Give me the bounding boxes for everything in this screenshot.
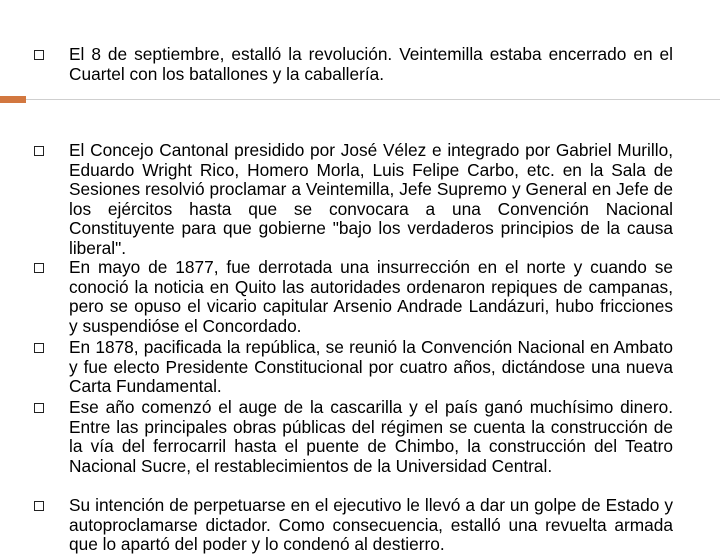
bullet-item: [69, 258, 673, 336]
bullet-text: El Concejo Cantonal presidido por José Vélez e integrado por Gabriel Murillo, Eduardo Wright Rico, Homero Morla, Luis Felipe Carbo, etc. en la Sala de Sesiones resolvió proclamar a Veintemilla, Jefe Supremo y General en Jefe de los ejércitos hasta que se convocara a una Convención Nacional Constituyente para que gobierne "bajo los verdaderos principios de la causa liberal".: [69, 140, 673, 258]
divider-line: [26, 99, 720, 100]
checkbox-icon: [34, 343, 44, 353]
bullet-text: En 1878, pacificada la república, se reunió la Convención Nacional en Ambato y fue electo Presidente Constitucional por cuatro años, dictándose una nueva Carta Fundamental.: [69, 337, 673, 397]
bullet-text: En mayo de 1877, fue derrotada una insurrección en el norte y cuando se conoció la noticia en Quito las autoridades ordenaron repiques de campanas, pero se opuso el vicario capitular Arsenio Andrade Landázuri, hubo fricciones y suspendióse el Concordado.: [69, 257, 673, 336]
checkbox-icon: [34, 501, 44, 511]
checkbox-icon: [34, 403, 44, 413]
bullet-item: [69, 496, 673, 555]
bullet-text: El 8 de septiembre, estalló la revolución. Veintemilla estaba encerrado en el Cuartel con los batallones y la caballería.: [69, 44, 673, 84]
checkbox-icon: [34, 146, 44, 156]
bullet-text: Ese año comenzó el auge de la cascarilla y el país ganó muchísimo dinero. Entre las principales obras públicas del régimen se cuenta la construcción de la vía del ferrocarril hasta el puente de Chimbo, la construcción del Teatro Nacional Sucre, el restablecimientos de la Universidad Central.: [69, 397, 673, 476]
accent-bar: [0, 96, 26, 103]
checkbox-icon: [34, 263, 44, 273]
checkbox-icon: [34, 50, 44, 60]
bullet-item: [69, 398, 673, 476]
bullet-text: Su intención de perpetuarse en el ejecutivo le llevó a dar un golpe de Estado y autoproclamarse dictador. Como consecuencia, estalló una revuelta armada que lo apartó del poder y lo condenó al destierro.: [69, 495, 673, 555]
bullet-item: [69, 338, 673, 397]
bullet-item: [69, 45, 673, 84]
bullet-item: [69, 141, 673, 259]
